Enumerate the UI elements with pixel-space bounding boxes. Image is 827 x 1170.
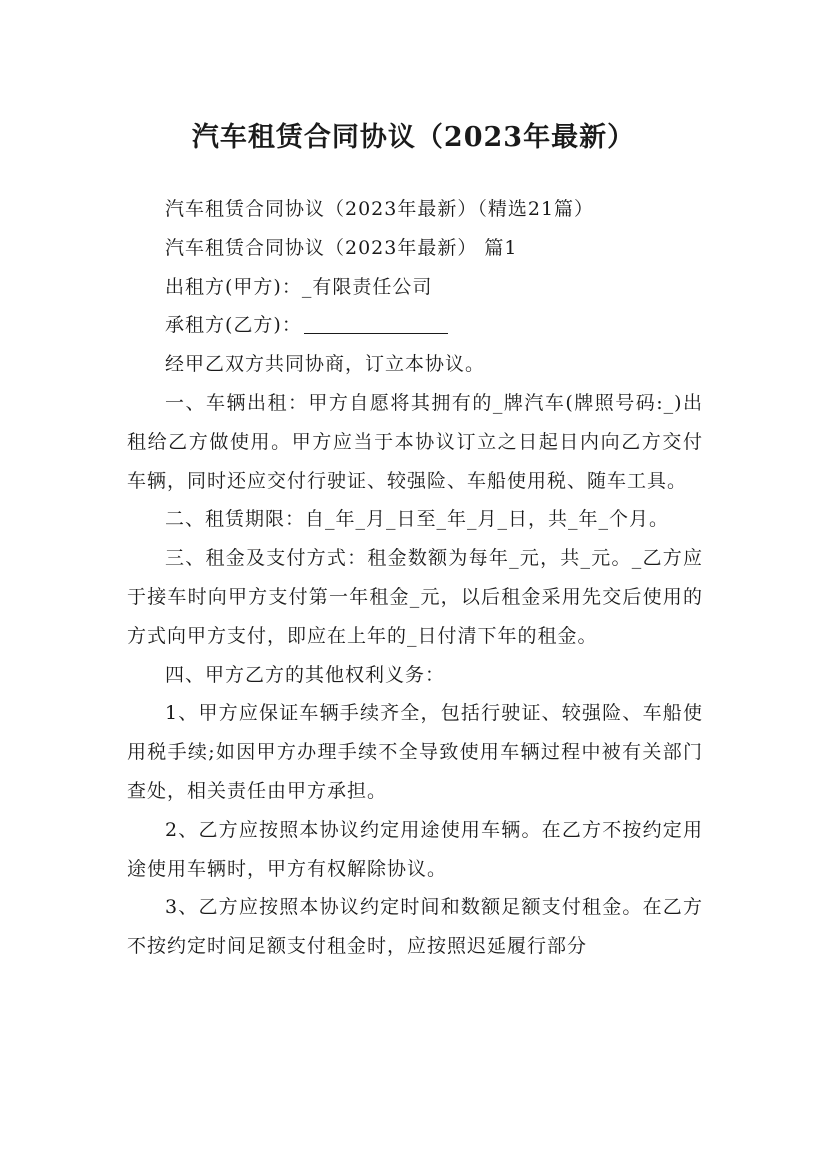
paragraph-item-3: 3、乙方应按照本协议约定时间和数额足额支付租金。在乙方不按约定时间足额支付租金时，应按照迟延履行部分 xyxy=(127,896,703,958)
paragraph-clause-1: 一、车辆出租：甲方自愿将其拥有的_牌汽车(牌照号码:_)出租给乙方做使用。甲方应当于本协议订立之日起日内向乙方交付车辆，同时还应交付行驶证、较强险、车船使用税、随车工具。 xyxy=(127,391,703,492)
paragraph-clause-4: 四、甲方乙方的其他权利义务： xyxy=(165,663,446,686)
document-title: 汽车租赁合同协议（2023年最新） xyxy=(191,122,636,154)
paragraph-collection-heading: 汽车租赁合同协议（2023年最新）（精选21篇） xyxy=(165,198,595,220)
paragraph-item-2: 2、乙方应按照本协议约定用途使用车辆。在乙方不按约定用途使用车辆时，甲方有权解除协议。 xyxy=(127,818,703,880)
paragraph-item-1: 1、甲方应保证车辆手续齐全，包括行驶证、较强险、车船使用税手续;如因甲方办理手续不全导致使用车辆过程中被有关部门查处，相关责任由甲方承担。 xyxy=(127,702,703,802)
paragraph-lessor: 出租方(甲方)：_有限责任公司 xyxy=(165,275,433,298)
paragraph-article-heading: 汽车租赁合同协议（2023年最新） 篇1 xyxy=(165,236,518,259)
paragraph-agreement-intro: 经甲乙双方共同协商，订立本协议。 xyxy=(165,353,486,376)
lessee-label: 承租方(乙方)： xyxy=(165,314,302,337)
paragraph-clause-3: 三、租金及支付方式：租金数额为每年_元，共_元。_乙方应于接车时向甲方支付第一年租金_元，以后租金采用先交后使用的方式向甲方支付，即应在上年的_日付清下年的租金。 xyxy=(127,547,703,647)
paragraph-clause-2: 二、租赁期限：自_年_月_日至_年_月_日，共_年_个月。 xyxy=(165,508,670,531)
paragraph-lessee xyxy=(127,306,703,345)
document-body xyxy=(127,190,703,966)
lessee-blank-line xyxy=(304,311,448,334)
